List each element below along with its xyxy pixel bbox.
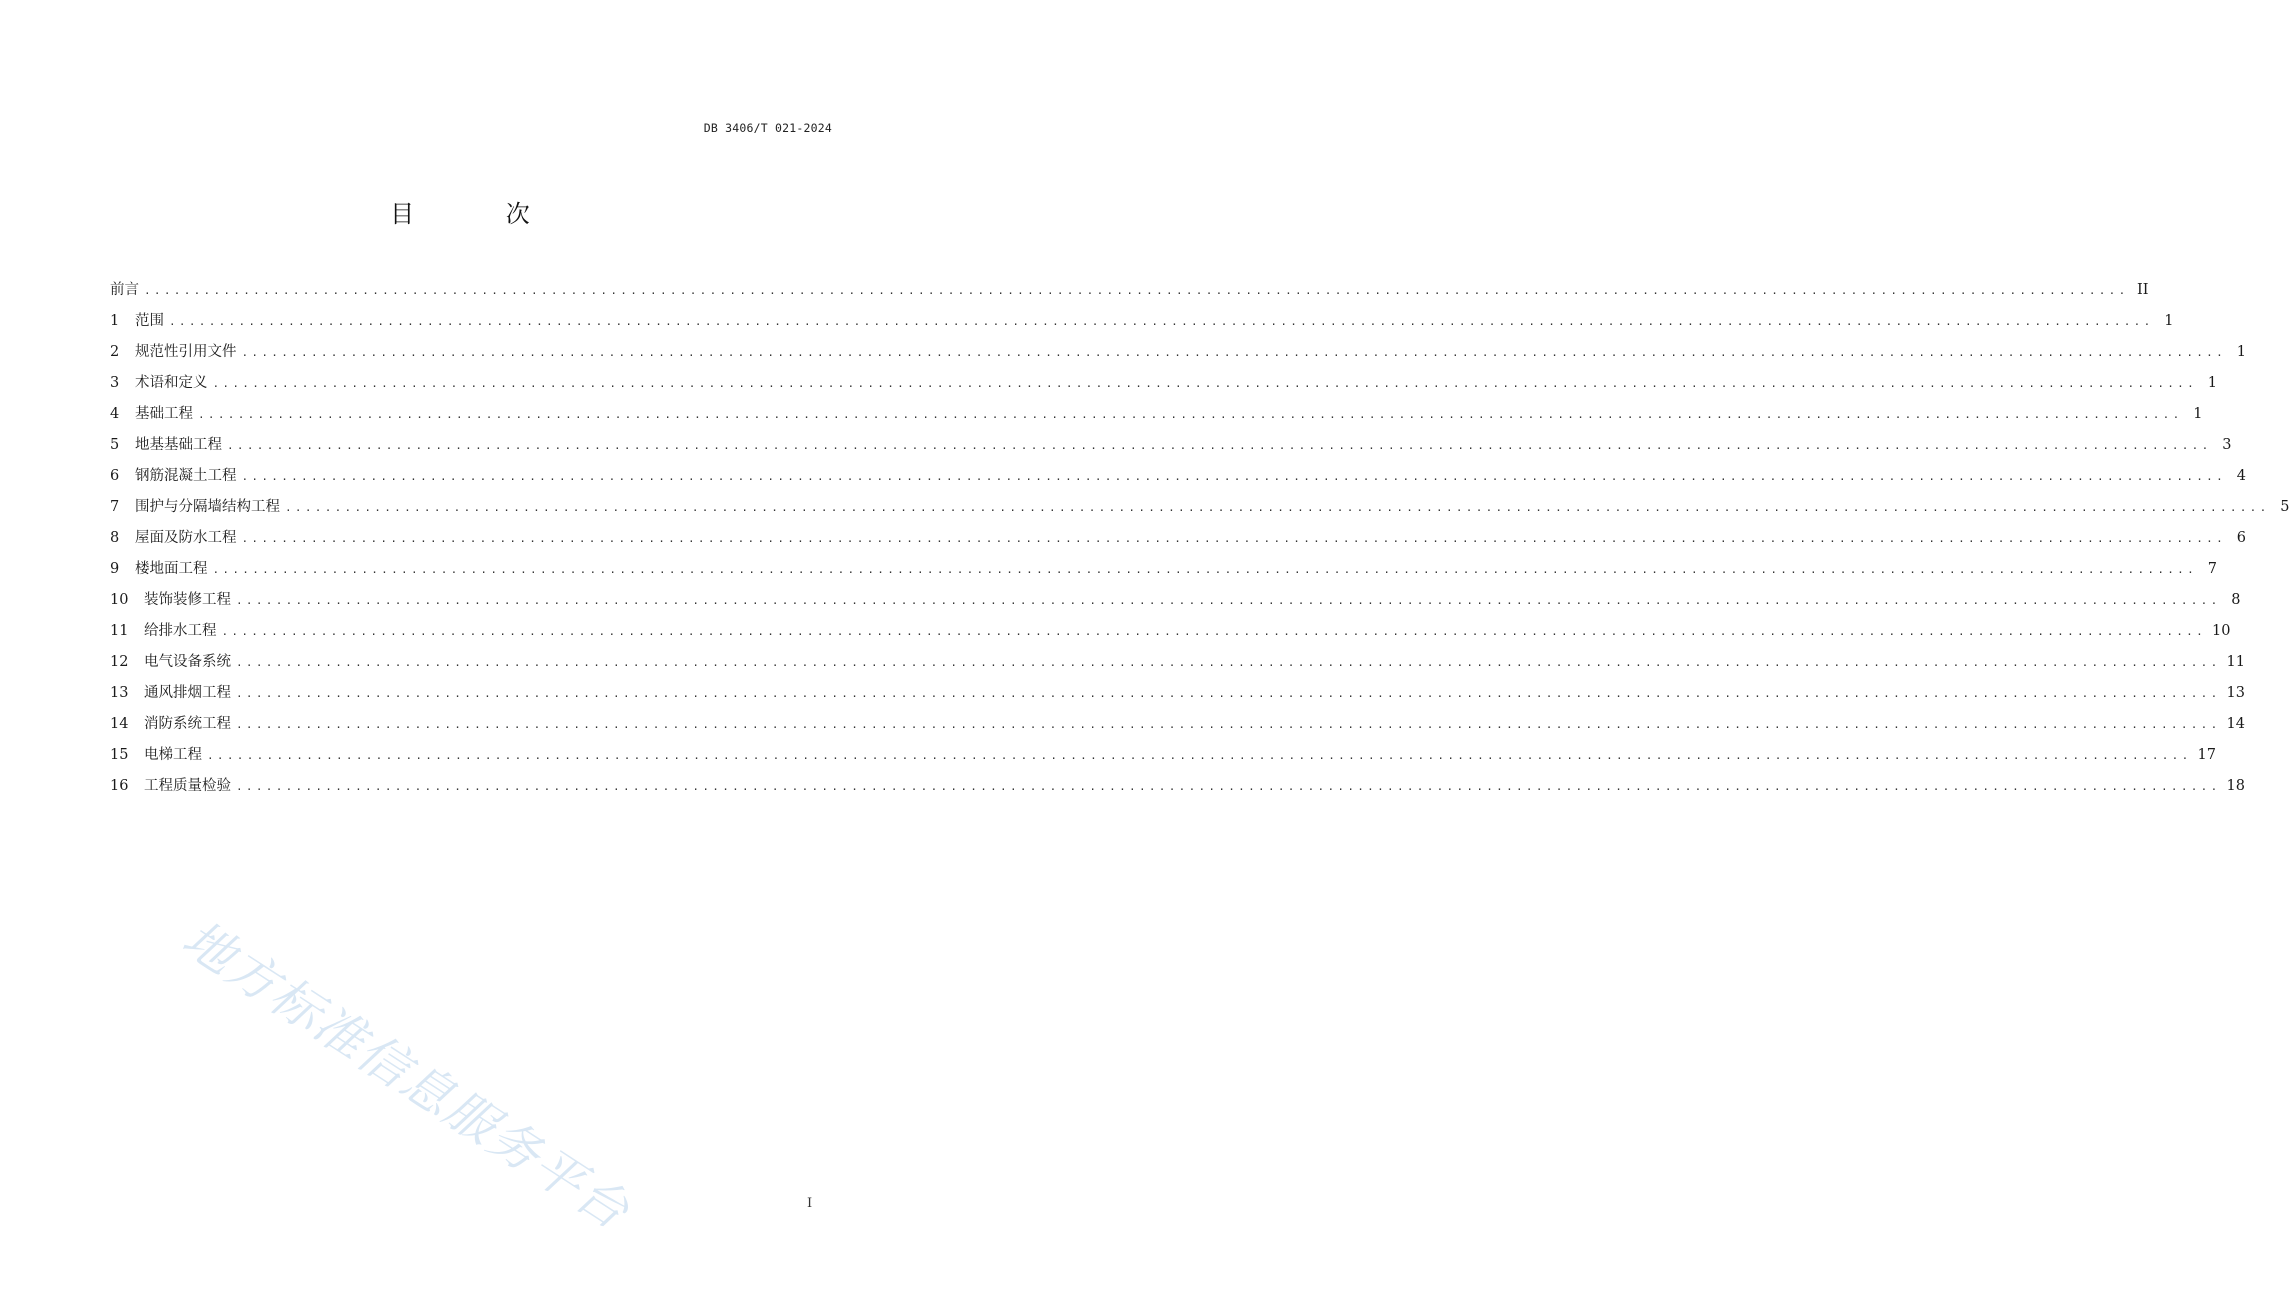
toc-entry-page: 4 (2236, 468, 2247, 484)
toc-entry-number: 8 (110, 530, 120, 546)
toc-entry-page: 1 (2193, 406, 2203, 422)
toc-entry-label: 楼地面工程 (135, 561, 208, 577)
toc-entry[interactable] (110, 310, 2174, 341)
toc-entry[interactable] (110, 620, 2231, 651)
toc-entry[interactable] (110, 589, 2241, 620)
toc-entry-number: 15 (110, 747, 129, 763)
dot-leader: ........................................................................................................................................................................................................ (236, 718, 2221, 731)
dot-leader: ........................................................................................................................................................................................................ (236, 780, 2221, 793)
toc-entry-number: 12 (110, 654, 129, 670)
dot-leader: ........................................................................................................................................................................................................ (207, 749, 2192, 762)
dot-leader: ........................................................................................................................................................................................................ (227, 439, 2212, 452)
toc-entry-label: 术语和定义 (135, 375, 208, 391)
toc-entry-page: 17 (2197, 747, 2216, 763)
dot-leader: ........................................................................................................................................................................................................ (236, 687, 2221, 700)
toc-entry-number: 2 (110, 344, 120, 360)
toc-entry[interactable] (110, 372, 2218, 403)
toc-entry-number: 14 (110, 716, 129, 732)
page-title: 目 次 (390, 200, 572, 228)
toc-entry-page: 13 (2226, 685, 2245, 701)
toc-entry-page: II (2137, 282, 2149, 298)
toc-entry-label: 钢筋混凝土工程 (135, 468, 237, 484)
toc-entry-number: 3 (110, 375, 120, 391)
toc-entry-label: 消防系统工程 (144, 716, 231, 732)
toc-entry-label: 前言 (110, 282, 139, 298)
table-of-contents (110, 279, 2290, 806)
toc-entry-label: 地基基础工程 (135, 437, 222, 453)
dot-leader: ........................................................................................................................................................................................................ (198, 408, 2183, 421)
toc-entry[interactable] (110, 713, 2245, 744)
toc-entry-number: 9 (110, 561, 120, 577)
toc-entry-number: 6 (110, 468, 120, 484)
toc-entry-label: 规范性引用文件 (135, 344, 237, 360)
toc-entry[interactable] (110, 775, 2245, 806)
toc-entry-label: 装饰装修工程 (144, 592, 231, 608)
toc-entry-label: 屋面及防水工程 (135, 530, 237, 546)
toc-entry[interactable] (110, 434, 2232, 465)
toc-entry-page: 1 (2164, 313, 2174, 329)
dot-leader: ........................................................................................................................................................................................................ (212, 377, 2198, 390)
document-code: DB 3406/T 021-2024 (703, 121, 832, 135)
toc-entry-number: 11 (110, 623, 129, 639)
toc-entry-label: 给排水工程 (144, 623, 217, 639)
toc-entry-label: 电气设备系统 (144, 654, 231, 670)
toc-entry[interactable] (110, 682, 2245, 713)
dot-leader: ........................................................................................................................................................................................................ (241, 346, 2227, 359)
toc-entry[interactable] (110, 341, 2247, 372)
toc-entry-page: 18 (2226, 778, 2245, 794)
toc-entry-page: 3 (2222, 437, 2232, 453)
dot-leader: ........................................................................................................................................................................................................ (169, 315, 2154, 328)
toc-entry-label: 工程质量检验 (144, 778, 231, 794)
toc-entry[interactable] (110, 465, 2247, 496)
toc-entry-number: 5 (110, 437, 120, 453)
toc-entry[interactable] (110, 279, 2149, 310)
toc-entry-page: 1 (2207, 375, 2218, 391)
dot-leader: ........................................................................................................................................................................................................ (212, 563, 2198, 576)
watermark: 地方标准信息服务平台 (172, 909, 641, 1242)
toc-entry-page: 1 (2236, 344, 2247, 360)
dot-leader: ........................................................................................................................................................................................................ (221, 625, 2207, 638)
toc-entry[interactable] (110, 527, 2247, 558)
dot-leader: ........................................................................................................................................................................................................ (236, 656, 2221, 669)
toc-entry-page: 7 (2207, 561, 2218, 577)
toc-entry-page: 14 (2226, 716, 2245, 732)
toc-entry-number: 7 (110, 499, 120, 515)
toc-entry[interactable] (110, 403, 2203, 434)
toc-entry-label: 通风排烟工程 (144, 685, 231, 701)
toc-entry[interactable] (110, 558, 2218, 589)
toc-entry-label: 基础工程 (135, 406, 193, 422)
toc-entry-label: 电梯工程 (144, 747, 202, 763)
dot-leader: ........................................................................................................................................................................................................ (236, 594, 2221, 607)
toc-entry[interactable] (110, 496, 2290, 527)
toc-entry-number: 1 (110, 313, 120, 329)
toc-entry-label: 围护与分隔墙结构工程 (135, 499, 280, 515)
dot-leader: ........................................................................................................................................................................................................ (144, 284, 2129, 297)
toc-entry-page: 6 (2236, 530, 2247, 546)
toc-entry-page: 11 (2226, 654, 2245, 670)
toc-entry[interactable] (110, 744, 2216, 775)
toc-entry-page: 8 (2231, 592, 2241, 608)
dot-leader: ........................................................................................................................................................................................................ (285, 501, 2270, 514)
toc-entry-page: 10 (2212, 623, 2231, 639)
dot-leader: ........................................................................................................................................................................................................ (241, 470, 2227, 483)
toc-entry-number: 4 (110, 406, 120, 422)
dot-leader: ........................................................................................................................................................................................................ (241, 532, 2227, 545)
toc-entry-number: 10 (110, 592, 129, 608)
page-number: I (807, 1196, 813, 1211)
toc-entry-number: 13 (110, 685, 129, 701)
toc-entry-label: 范围 (135, 313, 164, 329)
toc-entry-page: 5 (2280, 499, 2290, 515)
toc-entry[interactable] (110, 651, 2245, 682)
toc-entry-number: 16 (110, 778, 129, 794)
